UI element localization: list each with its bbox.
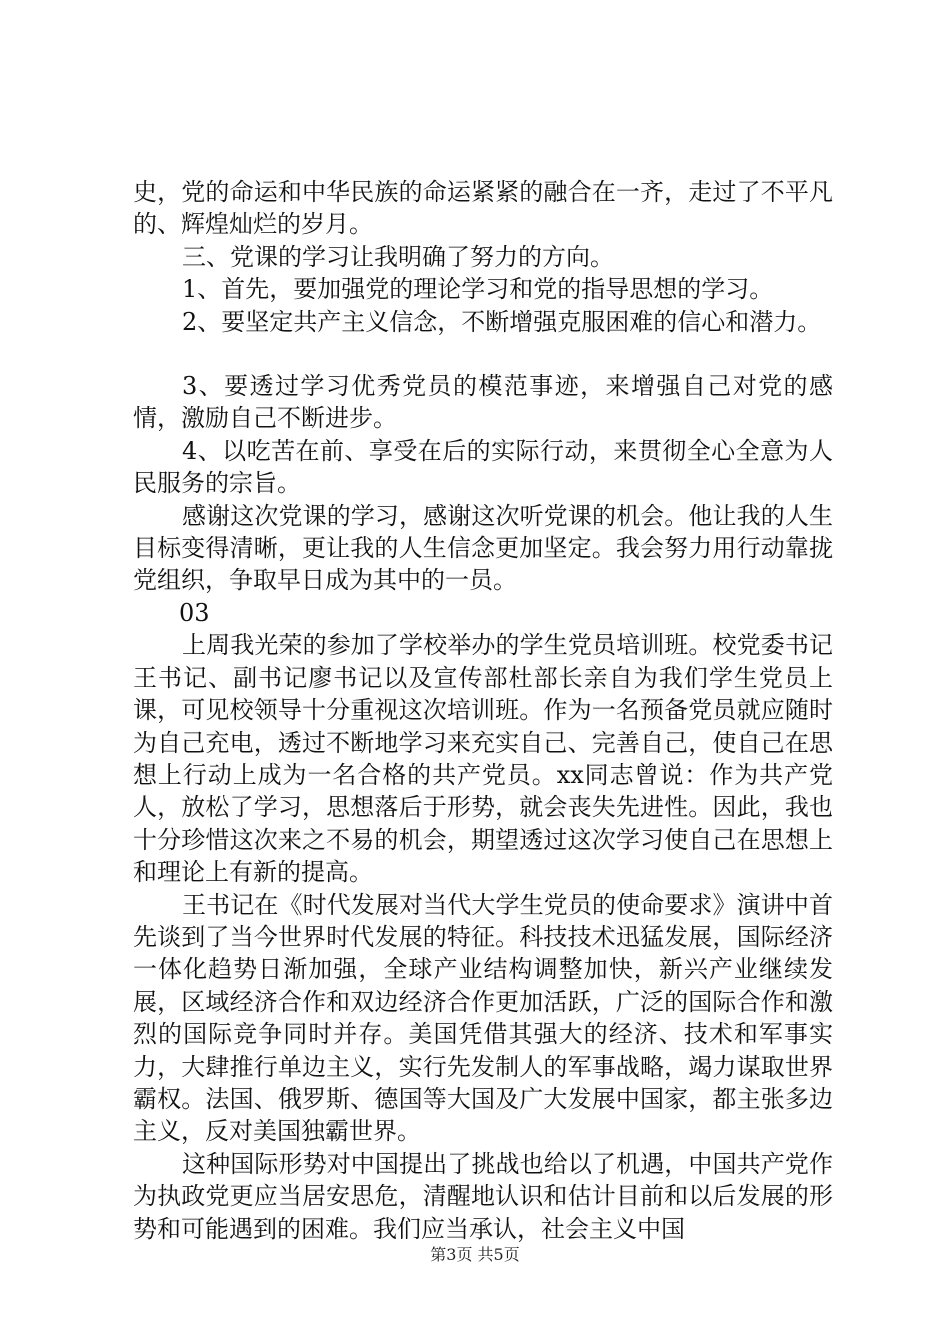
paragraph-training-intro: 上周我光荣的参加了学校举办的学生党员培训班。校党委书记王书记、副书记廖书记以及宣传部杜部长亲自为我们学生党员上课，可见校领导十分重视这次培训班。作为一名预备党员就应随时为自己充电，透过不断地学习来充实自己、完善自己，使自己在思想上行动上成为一名合格的共产党员。xx同志曾说：作为共产党人，放松了学习，思想落后于形势，就会丧失先进性。因此，我也十分珍惜这次来之不易的机会，期望透过这次学习使自己在思想上和理论上有新的提高。 [133,631,833,887]
paragraph-point-3: 3、要透过学习优秀党员的模范事迹，来增强自己对党的感情，激励自己不断进步。 [133,372,833,433]
paragraph-thanks: 感谢这次党课的学习，感谢这次听党课的机会。他让我的人生目标变得清晰，更让我的人生信念更加坚定。我会努力用行动靠拢党组织，争取早日成为其中的一员。 [133,501,833,595]
section-number: 03 [179,598,210,627]
paragraph-point-2: 2、要坚定共产主义信念，不断增强克服困难的信心和潜力。 [182,307,822,336]
document-body [133,176,833,1245]
paragraph-point-1: 1、首先，要加强党的理论学习和党的指导思想的学习。 [182,275,774,304]
paragraph-point-4: 4、以吃苦在前、享受在后的实际行动，来贯彻全心全意为人民服务的宗旨。 [133,436,833,498]
paragraph-section-three-heading: 三、党课的学习让我明确了努力的方向。 [182,242,614,271]
paragraph-speech-summary: 王书记在《时代发展对当代大学生党员的使命要求》演讲中首先谈到了当今世界时代发展的特征。科技技术迅猛发展，国际经济一体化趋势日渐加强，全球产业结构调整加快，新兴产业继续发展，区域经济合作和双边经济合作更加活跃，广泛的国际合作和激烈的国际竞争同时并存。美国凭借其强大的经济、技术和军事实力，大肆推行单边主义，实行先发制人的军事战略，竭力谋取世界霸权。法国、俄罗斯、德国等大国及广大发展中国家，都主张多边主义，反对美国独霸世界。 [133,890,833,1146]
paragraph-situation: 这种国际形势对中国提出了挑战也给以了机遇，中国共产党作为执政党更应当居安思危，清醒地认识和估计目前和以后发展的形势和可能遇到的困难。我们应当承认，社会主义中国 [133,1149,833,1243]
paragraph-continuation: 史，党的命运和中华民族的命运紧紧的融合在一齐，走过了不平凡的、辉煌灿烂的岁月。 [133,178,833,239]
page-number-footer: 第3页 共5页 [430,1245,520,1264]
blank-line [133,338,833,370]
